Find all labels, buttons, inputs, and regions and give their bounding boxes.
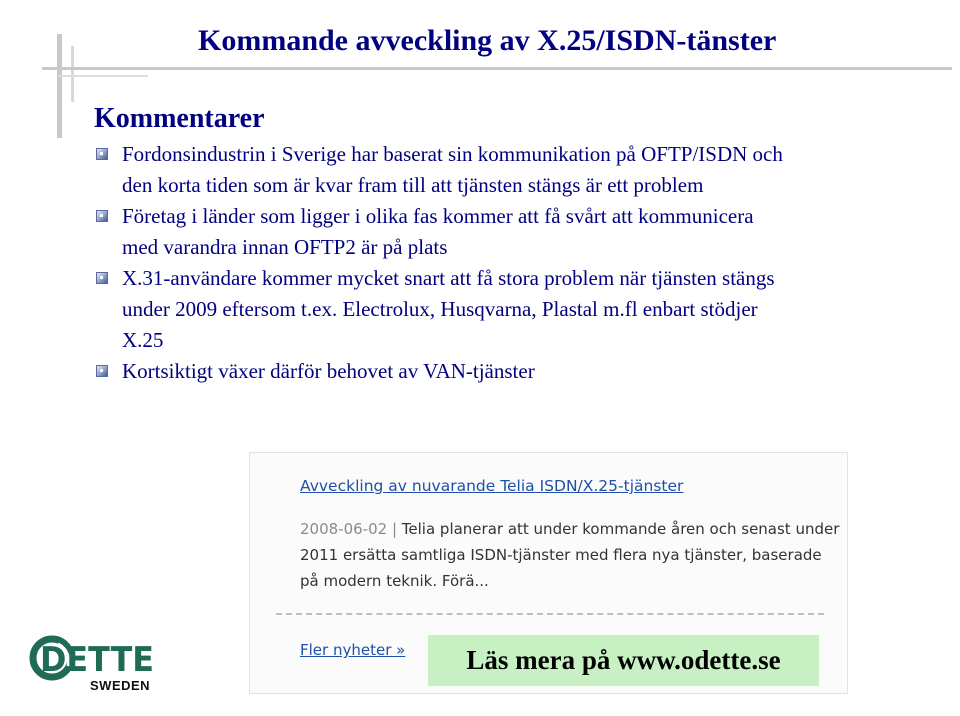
decorative-horizontal-line <box>58 75 148 77</box>
bullet-text: X.31-användare kommer mycket snart att få stora problem när tjänsten stängs under 2009 eftersom t.ex. Electrolux, Husqvarna, Plastal m.fl enbart stödjer X.25 <box>122 266 775 352</box>
bullet-square-icon <box>96 272 108 284</box>
decorative-vertical-line <box>57 34 62 138</box>
decorative-vertical-line <box>71 46 74 102</box>
bullet-item <box>94 201 794 263</box>
bullet-square-icon <box>96 365 108 377</box>
svg-text:DETTE: DETTE <box>40 640 154 680</box>
bullet-item <box>94 139 794 201</box>
more-news-link[interactable]: Fler nyheter » <box>300 641 406 659</box>
section-heading: Kommentarer <box>94 103 265 134</box>
news-excerpt-text: Telia planerar att under kommande åren och senast under 2011 ersätta samtliga ISDN-tjänster med flera nya tjänster, baserade på modern teknik. Förä... <box>300 520 840 590</box>
logo-country-label: SWEDEN <box>90 678 151 693</box>
decorative-horizontal-line <box>42 67 952 70</box>
news-divider <box>276 613 824 615</box>
bullet-square-icon <box>96 148 108 160</box>
bullet-list <box>94 139 794 387</box>
odette-logo <box>28 634 158 696</box>
news-excerpt <box>300 516 840 594</box>
bullet-item <box>94 263 794 356</box>
bullet-text: Kortsiktigt växer därför behovet av VAN-tjänster <box>122 359 535 383</box>
news-date: 2008-06-02 <box>300 520 388 538</box>
bullet-item <box>94 356 794 387</box>
bullet-text: Fordonsindustrin i Sverige har baserat sin kommunikation på OFTP/ISDN och den korta tiden som är kvar fram till att tjänsten stängs är ett problem <box>122 142 783 197</box>
news-separator: | <box>387 520 402 538</box>
bullet-square-icon <box>96 210 108 222</box>
bullet-text: Företag i länder som ligger i olika fas kommer att få svårt att kommunicera med varandra innan OFTP2 är på plats <box>122 204 754 259</box>
read-more-banner: Läs mera på www.odette.se <box>428 635 819 686</box>
news-headline-link[interactable]: Avveckling av nuvarande Telia ISDN/X.25-tjänster <box>300 477 684 495</box>
slide-title: Kommande avveckling av X.25/ISDN-tänster <box>198 24 777 57</box>
